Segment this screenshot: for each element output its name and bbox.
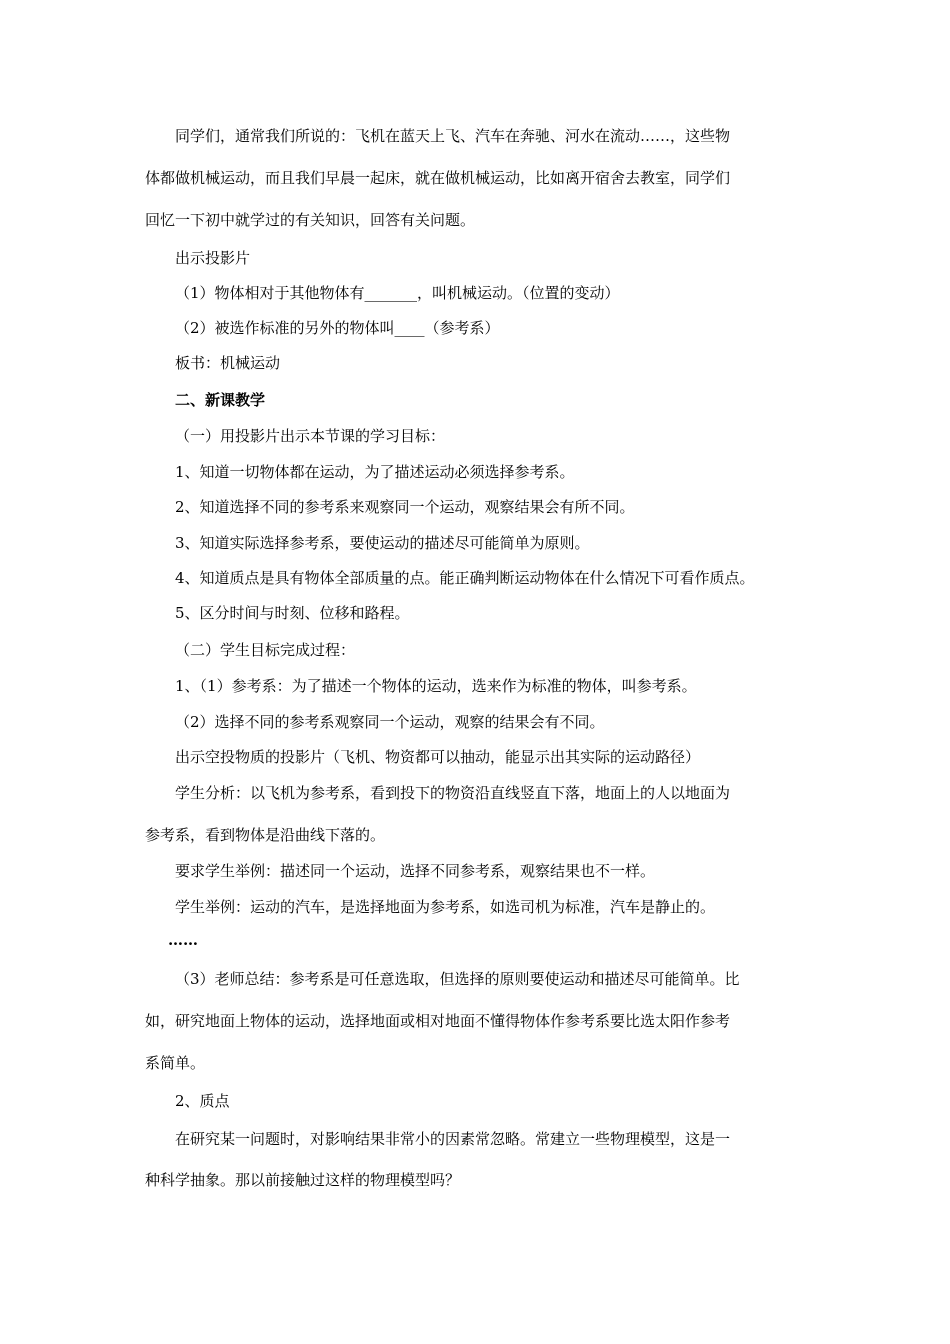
reference-frame-difference: （2）选择不同的参考系观察同一个运动，观察的结果会有不同。 xyxy=(175,713,605,731)
goal-item-5: 5、区分时间与时刻、位移和路程。 xyxy=(175,604,410,622)
goal-item-4: 4、知道质点是具有物体全部质量的点。能正确判断运动物体在什么情况下可看作质点。 xyxy=(175,569,755,587)
intro-paragraph-line-3: 回忆一下初中就学过的有关知识，回答有关问题。 xyxy=(145,211,476,229)
goals-intro: （一）用投影片出示本节课的学习目标： xyxy=(175,427,446,445)
reference-frame-definition: 1、（1）参考系：为了描述一个物体的运动，选来作为标准的物体，叫参考系。 xyxy=(175,677,697,695)
student-analysis-line-1: 学生分析：以飞机为参考系，看到投下的物资沿直线竖直下落，地面上的人以地面为 xyxy=(175,784,731,802)
particle-paragraph-line-1: 在研究某一问题时，对影响结果非常小的因素常忽略。常建立一些物理模型，这是一 xyxy=(175,1130,731,1148)
section-heading-new-lesson: 二、新课教学 xyxy=(175,391,266,409)
question-2: （2）被选作标准的另外的物体叫____（参考系） xyxy=(175,319,500,337)
goal-item-3: 3、知道实际选择参考系，要使运动的描述尽可能简单为原则。 xyxy=(175,534,590,552)
intro-paragraph-line-1: 同学们，通常我们所说的：飞机在蓝天上飞、汽车在奔驰、河水在流动……，这些物 xyxy=(175,127,731,145)
goal-item-2: 2、知道选择不同的参考系来观察同一个运动，观察结果会有所不同。 xyxy=(175,498,635,516)
airdrop-slide-note: 出示空投物质的投影片（飞机、物资都可以抽动，能显示出其实际的运动路径） xyxy=(175,748,701,766)
slide-label: 出示投影片 xyxy=(175,249,251,267)
board-note: 板书：机械运动 xyxy=(175,354,281,372)
question-1: （1）物体相对于其他物体有_______，叫机械运动。（位置的变动） xyxy=(175,284,620,302)
goal-item-1: 1、知道一切物体都在运动，为了描述运动必须选择参考系。 xyxy=(175,463,575,481)
student-example: 学生举例：运动的汽车，是选择地面为参考系，如选司机为标准，汽车是静止的。 xyxy=(175,898,716,916)
particle-heading: 2、质点 xyxy=(175,1092,230,1110)
teacher-summary-line-1: （3）老师总结：参考系是可任意选取，但选择的原则要使运动和描述尽可能简单。比 xyxy=(175,970,740,988)
student-analysis-line-2: 参考系，看到物体是沿曲线下落的。 xyxy=(145,826,386,844)
teacher-summary-line-3: 系简单。 xyxy=(145,1054,206,1072)
ask-examples: 要求学生举例：描述同一个运动，选择不同参考系，观察结果也不一样。 xyxy=(175,862,656,880)
particle-paragraph-line-2: 种科学抽象。那以前接触过这样的物理模型吗？ xyxy=(145,1171,461,1189)
intro-paragraph-line-2: 体都做机械运动，而且我们早晨一起床，就在做机械运动，比如离开宿舍去教室，同学们 xyxy=(145,169,731,187)
teacher-summary-line-2: 如，研究地面上物体的运动，选择地面或相对地面不懂得物体作参考系要比选太阳作参考 xyxy=(145,1012,731,1030)
process-intro: （二）学生目标完成过程： xyxy=(175,641,356,659)
ellipsis: …… xyxy=(168,931,198,949)
